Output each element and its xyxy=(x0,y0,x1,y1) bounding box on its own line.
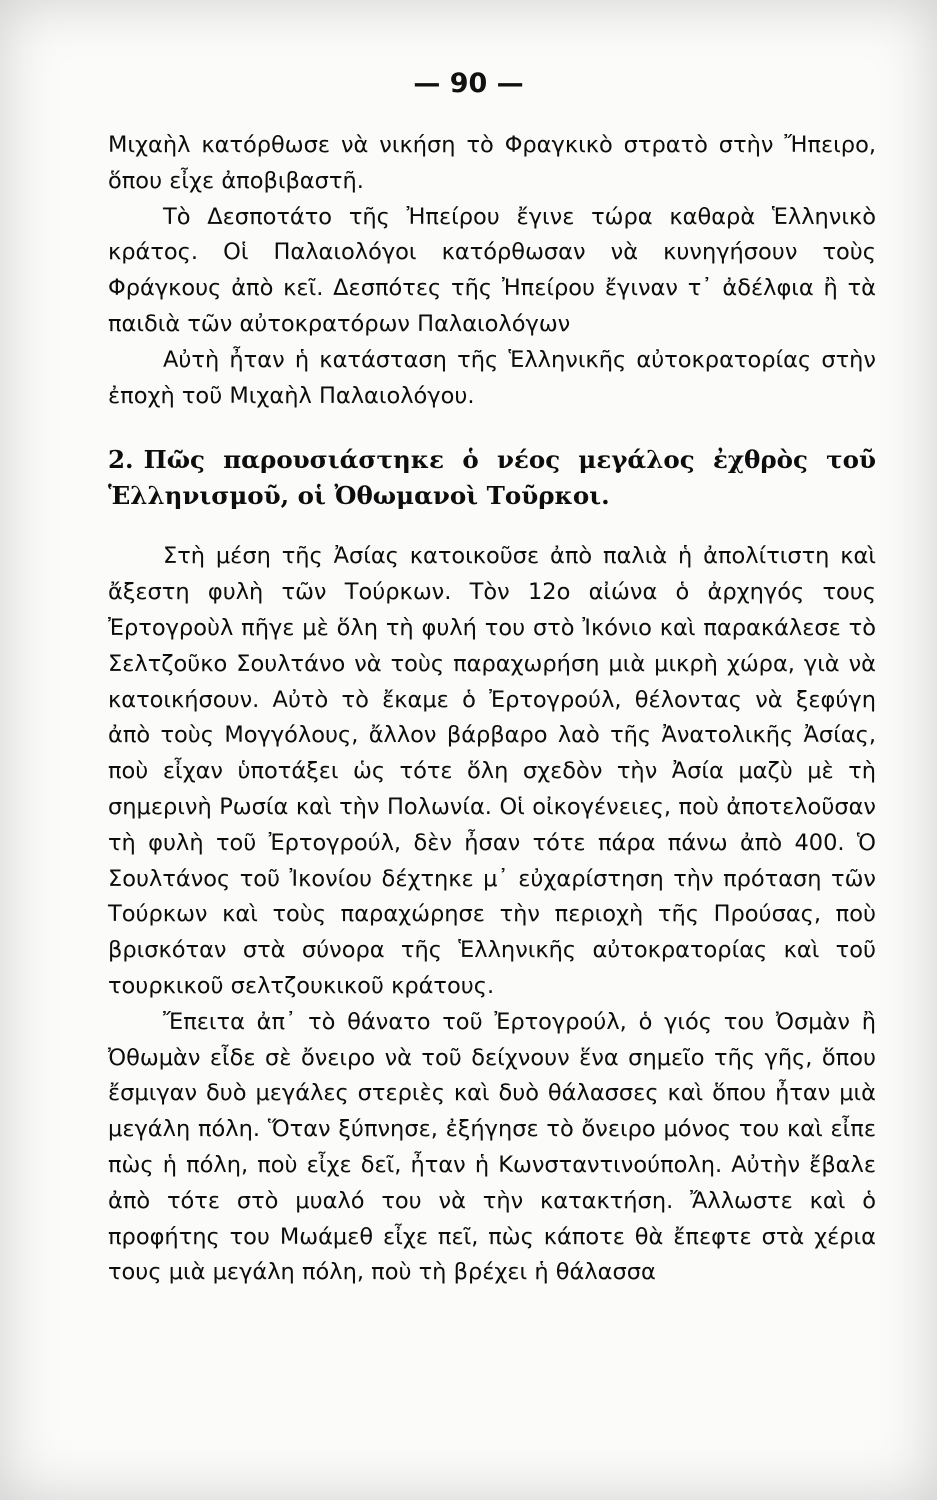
section-number: 2. xyxy=(108,445,134,475)
page-body xyxy=(108,128,876,1291)
page-number: — 90 — xyxy=(413,68,524,99)
section-title: Πῶς παρουσιάστηκε ὁ νέος μεγάλος ἐχθρὸς τοῦ Ἑλληνισμοῦ, οἱ Ὀθωμανοὶ Τοῦρκοι. xyxy=(108,445,876,511)
paragraph-1: Μιχαὴλ κατόρθωσε νὰ νικήση τὸ Φραγκικὸ στρατὸ στὴν Ἤπειρο, ὅπου εἶχε ἀποβιβαστῆ. xyxy=(108,132,876,194)
paragraph-3: Αὐτὴ ἦταν ἡ κατάσταση τῆς Ἑλληνικῆς αὐτοκρατορίας στὴν ἐποχὴ τοῦ Μιχαὴλ Παλαιολόγου. xyxy=(108,346,876,409)
paragraph-2: Τὸ Δεσποτάτο τῆς Ἠπείρου ἔγινε τώρα καθαρὰ Ἑλληνικὸ κράτος. Οἱ Παλαιολόγοι κατόρθωσαν νὰ κυνηγήσουν τοὺς Φράγκους ἀπὸ κεῖ. Δεσπότες τῆς Ἠπείρου ἔγιναν τ᾽ ἀδέλφια ἢ τὰ παιδιὰ τῶν αὐτοκρατόρων Παλαιολόγων xyxy=(108,203,876,337)
section-heading xyxy=(108,442,876,514)
paragraph-4: Στὴ μέση τῆς Ἀσίας κατοικοῦσε ἀπὸ παλιὰ ἡ ἀπολίτιστη καὶ ἄξεστη φυλὴ τῶν Τούρκων. Τὸν 12ο αἰώνα ὁ ἀρχηγός τους Ἐρτογροὺλ πῆγε μὲ ὅλη τὴ φυλή του στὸ Ἰκόνιο καὶ παρακάλεσε τὸ Σελτζοῦκο Σουλτάνο νὰ τοὺς παραχωρήση μιὰ μικρὴ χώρα, γιὰ νὰ κατοικήσουν. Αὐτὸ τὸ ἔκαμε ὁ Ἐρτογρούλ, θέλοντας νὰ ξεφύγη ἀπὸ τοὺς Μογγόλους, ἄλλον βάρβαρο λαὸ τῆς Ἀνατολικῆς Ἀσίας, ποὺ εἶχαν ὑποτάξει ὡς τότε ὅλη σχεδὸν τὴν Ἀσία μαζὺ μὲ τὴ σημερινὴ Ρωσία καὶ τὴν Πολωνία. Οἱ οἰκογένειες, ποὺ ἀποτελοῦσαν τὴ φυλὴ τοῦ Ἐρτογρούλ, δὲν ἦσαν τότε πάρα πάνω ἀπὸ 400. Ὁ Σουλτάνος τοῦ Ἰκονίου δέχτηκε μ᾽ εὐχαρίστηση τὴν πρόταση τῶν Τούρκων καὶ τοὺς παραχώρησε τὴν περιοχὴ τῆς Προύσας, ποὺ βρισκόταν στὰ σύνορα τῆς Ἑλληνικῆς αὐτοκρατορίας καὶ τοῦ τουρκικοῦ σελτζουκικοῦ κράτους. xyxy=(108,543,876,999)
paragraph-5: Ἔπειτα ἀπ᾽ τὸ θάνατο τοῦ Ἐρτογρούλ, ὁ γιός του Ὀσμὰν ἢ Ὀθωμὰν εἶδε σὲ ὄνειρο νὰ τοῦ δείχνουν ἕνα σημεῖο τῆς γῆς, ὅπου ἔσμιγαν δυὸ μεγάλες στεριὲς καὶ δυὸ θάλασσες καὶ ὅπου ἦταν μιὰ μεγάλη πόλη. Ὅταν ξύπνησε, ἐξήγησε τὸ ὄνειρο μόνος του καὶ εἶπε πὼς ἡ πόλη, ποὺ εἶχε δεῖ, ἦταν ἡ Κωνσταντινούπολη. Αὐτὴν ἔβαλε ἀπὸ τότε στὸ μυαλό του νὰ τὴν κατακτήση. Ἄλλωστε καὶ ὁ προφήτης του Μωάμεθ εἶχε πεῖ, πὼς κάποτε θὰ ἔπεφτε στὰ χέρια τους μιὰ μεγάλη πόλη, ποὺ τὴ βρέχει ἡ θάλασσα xyxy=(108,1008,876,1286)
